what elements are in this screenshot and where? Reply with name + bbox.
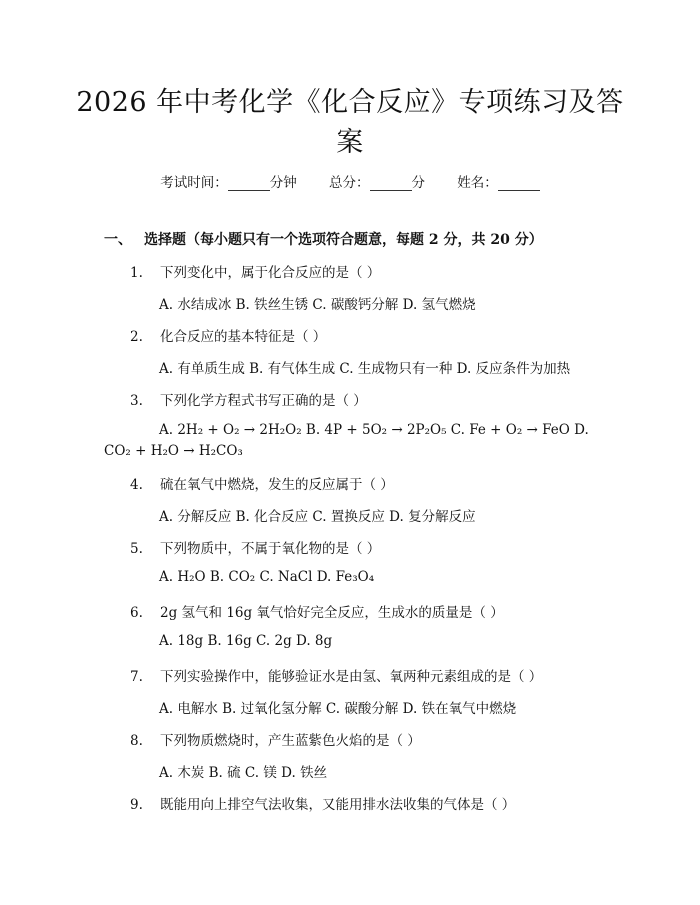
question-text: 下列变化中，属于化合反应的是（ ）: [160, 265, 381, 281]
question-text: 化合反应的基本特征是（ ）: [160, 329, 327, 345]
section-heading: [104, 229, 543, 249]
exam-time-field: [160, 175, 301, 191]
total-score-label: 总分：: [329, 175, 370, 191]
question-1: [130, 261, 380, 281]
question-2: [130, 325, 326, 345]
question-text: 既能用向上排空气法收集，又能用排水法收集的气体是（ ）: [160, 797, 516, 813]
question-text: 下列物质燃烧时，产生蓝紫色火焰的是（ ）: [160, 733, 421, 749]
page-title-line2: 案: [336, 127, 364, 158]
name-field: [457, 175, 540, 191]
total-score-field: [329, 175, 429, 191]
question-5-options: A. H₂O B. CO₂ C. NaCl D. Fe₃O₄: [159, 569, 375, 585]
section-number: 一、: [104, 232, 132, 248]
question-text: 下列物质中，不属于氧化物的是（ ）: [160, 541, 381, 557]
question-2-options: A. 有单质生成 B. 有气体生成 C. 生成物只有一种 D. 反应条件为加热: [159, 361, 571, 377]
question-number: 1.: [130, 265, 143, 281]
name-blank: [498, 176, 540, 191]
question-number: 3.: [130, 393, 143, 409]
question-number: 8.: [130, 733, 143, 749]
question-number: 2.: [130, 329, 143, 345]
question-5: [130, 537, 380, 557]
question-number: 6.: [130, 605, 143, 621]
question-text: 下列化学方程式书写正确的是（ ）: [160, 393, 367, 409]
exam-meta: [0, 171, 700, 191]
question-4: [130, 473, 394, 493]
page-title-line1: 2026 年中考化学《化合反应》专项练习及答: [76, 87, 624, 118]
name-label: 姓名：: [457, 175, 498, 191]
total-score-blank: [370, 176, 412, 191]
question-9: [130, 793, 515, 813]
question-text: 下列实验操作中，能够验证水是由氢、氧两种元素组成的是（ ）: [160, 669, 543, 685]
section-title: 选择题（每小题只有一个选项符合题意，每题 2 分，共 20 分）: [144, 232, 543, 248]
question-text: 硫在氧气中燃烧，发生的反应属于（ ）: [160, 477, 394, 493]
question-number: 7.: [130, 669, 143, 685]
question-number: 5.: [130, 541, 143, 557]
question-number: 4.: [130, 477, 143, 493]
question-8-options: A. 木炭 B. 硫 C. 镁 D. 铁丝: [159, 765, 328, 781]
question-3: [130, 389, 367, 409]
question-1-options: A. 水结成冰 B. 铁丝生锈 C. 碳酸钙分解 D. 氢气燃烧: [159, 297, 476, 313]
question-7-options: A. 电解水 B. 过氧化氢分解 C. 碳酸分解 D. 铁在氧气中燃烧: [159, 701, 517, 717]
question-6-options: A. 18g B. 16g C. 2g D. 8g: [159, 633, 333, 649]
question-8: [130, 729, 421, 749]
question-7: [130, 665, 542, 685]
total-score-unit: 分: [411, 175, 425, 191]
exam-time-blank: [228, 176, 270, 191]
exam-time-label: 考试时间：: [160, 175, 228, 191]
question-text: 2g 氢气和 16g 氧气恰好完全反应，生成水的质量是（ ）: [160, 605, 504, 621]
exam-time-unit: 分钟: [269, 175, 297, 191]
question-6: [130, 601, 504, 621]
question-number: 9.: [130, 797, 143, 813]
question-3-options: A. 2H₂ + O₂ → 2H₂O₂ B. 4P + 5O₂ → 2P₂O₅ C. Fe + O₂ → FeO D. CO₂ + H₂O → H₂CO₃: [104, 422, 589, 459]
question-4-options: A. 分解反应 B. 化合反应 C. 置换反应 D. 复分解反应: [159, 509, 476, 525]
